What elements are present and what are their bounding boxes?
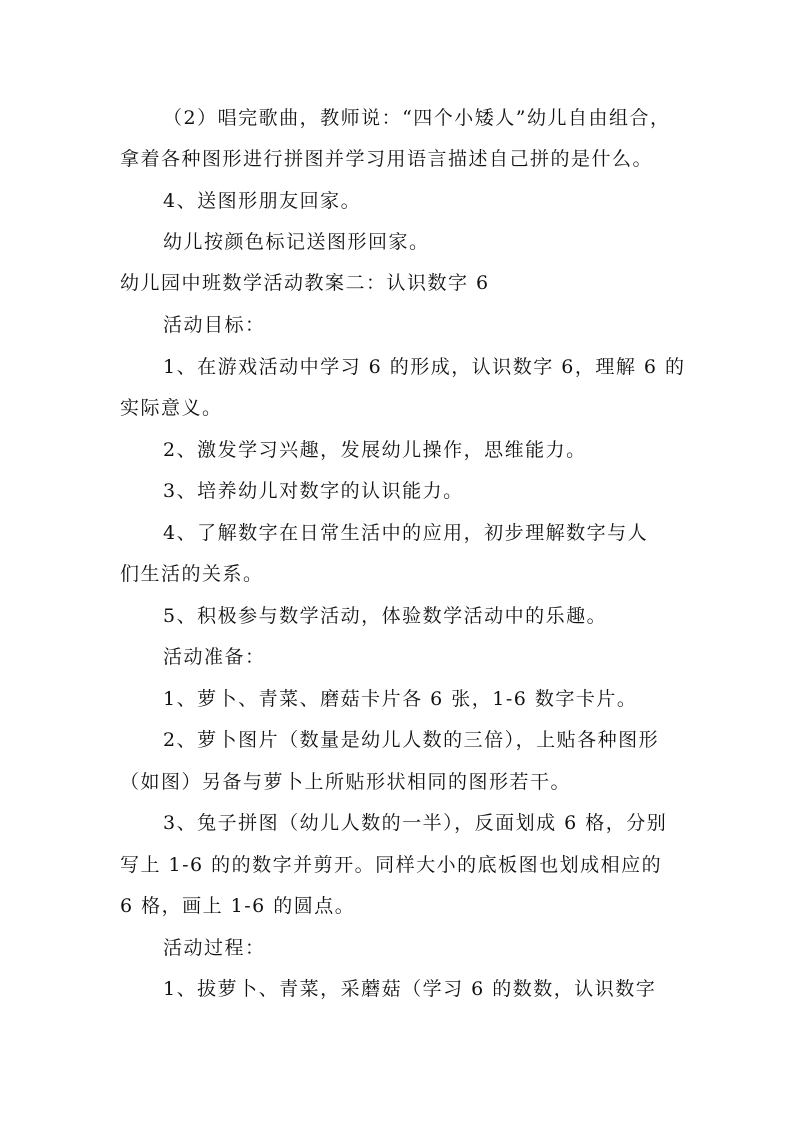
paragraph-line: 实际意义。 (120, 397, 223, 419)
paragraph-line: 2、萝卜图片（数量是幼儿人数的三倍），上贴各种图形 (163, 729, 660, 751)
paragraph-line: 4、了解数字在日常生活中的应用，初步理解数字与人 (163, 522, 649, 544)
paragraph-line: 拿着各种图形进行拼图并学习用语言描述自己拼的是什么。 (120, 148, 654, 170)
paragraph-line: 1、萝卜、青菜、磨菇卡片各 6 张，1-6 数字卡片。 (163, 688, 638, 710)
paragraph-line: （如图）另备与萝卜上所贴形状相同的图形若干。 (120, 771, 572, 793)
section-heading: 幼儿园中班数学活动教案二：认识数字 6 (120, 272, 490, 294)
paragraph-line: 2、激发学习兴趣，发展幼儿操作，思维能力。 (163, 439, 587, 461)
paragraph-line: （2）唱完歌曲，教师说：“四个小矮人”幼儿自由组合， (163, 107, 671, 129)
paragraph-line: 1、拔萝卜、青菜，采蘑菇（学习 6 的数数，认识数字 (163, 978, 657, 1000)
subheading: 活动目标： (163, 314, 266, 336)
paragraph-line: 写上 1-6 的的数字并剪开。同样大小的底板图也划成相应的 (120, 854, 663, 876)
paragraph-line: 幼儿按颜色标记送图形回家。 (163, 231, 430, 253)
paragraph-line: 3、培养幼儿对数字的认识能力。 (163, 480, 464, 502)
subheading: 活动过程： (163, 937, 266, 959)
paragraph-line: 们生活的关系。 (120, 563, 264, 585)
paragraph-line: 3、兔子拼图（幼儿人数的一半），反面划成 6 格，分别 (163, 812, 668, 834)
paragraph-line: 1、在游戏活动中学习 6 的形成，认识数字 6，理解 6 的 (163, 356, 686, 378)
subheading: 活动准备： (163, 646, 266, 668)
paragraph-line: 5、积极参与数学活动，体验数学活动中的乐趣。 (163, 605, 608, 627)
paragraph-line: 4、送图形朋友回家。 (163, 190, 362, 212)
paragraph-line: 6 格，画上 1-6 的圆点。 (120, 895, 356, 917)
